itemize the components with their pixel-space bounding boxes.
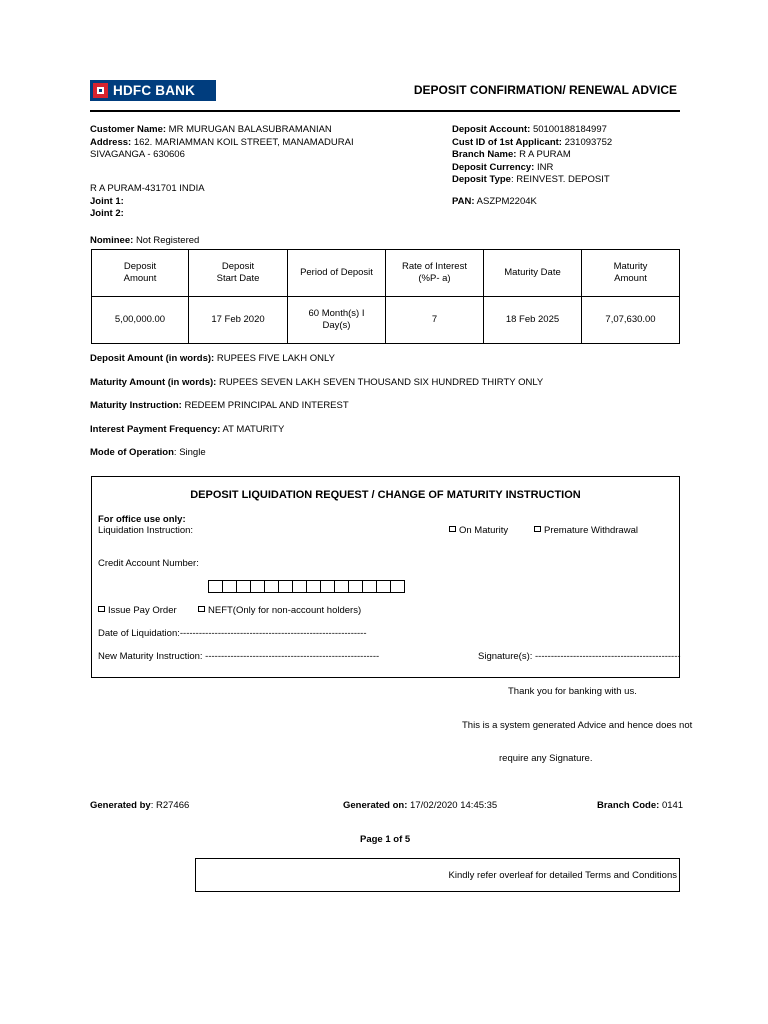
- address-line2: SIVAGANGA - 630606: [90, 149, 185, 160]
- table-header-cell: [189, 250, 288, 297]
- liquidation-title: DEPOSIT LIQUIDATION REQUEST / CHANGE OF MATURITY INSTRUCTION: [190, 489, 581, 501]
- amount-words-value: RUPEES FIVE LAKH ONLY: [216, 353, 335, 364]
- cust-id-line: [452, 137, 612, 150]
- on-maturity-label: On Maturity: [459, 525, 509, 536]
- checkbox-icon[interactable]: [198, 606, 205, 612]
- interest-frequency-line: [90, 424, 284, 437]
- customer-block: [90, 124, 354, 162]
- credit-account-number-field[interactable]: [208, 580, 404, 593]
- customer-name: MR MURUGAN BALASUBRAMANIAN: [168, 124, 332, 135]
- branch-code-line: [597, 800, 683, 813]
- mode-of-operation-line: [90, 447, 206, 460]
- branch-code-value: 0141: [661, 800, 684, 811]
- maturity-instruction-line: [90, 400, 349, 413]
- issue-pay-order-option[interactable]: [98, 605, 177, 618]
- table-header-text: Start Date: [216, 273, 260, 284]
- system-generated-text-2: require any Signature.: [499, 753, 593, 764]
- pan-label: PAN:: [452, 196, 475, 207]
- office-use-label: For office use only:: [98, 514, 186, 525]
- table-header-text: Period of Deposit: [300, 266, 373, 278]
- mode-value: : Single: [173, 447, 206, 458]
- maturity-words-value: RUPEES SEVEN LAKH SEVEN THOUSAND SIX HUNDRED THIRTY ONLY: [218, 377, 544, 388]
- digit-box[interactable]: [208, 580, 223, 593]
- table-value-text: 5,00,000.00: [114, 313, 166, 325]
- digit-box[interactable]: [278, 580, 293, 593]
- digit-box[interactable]: [292, 580, 307, 593]
- customer-name-line: [90, 124, 354, 137]
- address-label: Address:: [90, 136, 132, 148]
- premature-withdrawal-label: Premature Withdrawal: [544, 525, 638, 536]
- table-value-text: 17 Feb 2020: [211, 313, 265, 325]
- table-header-text: (%P- a): [418, 273, 451, 284]
- hdfc-bank-logo: [90, 80, 216, 101]
- deposit-account-label: Deposit Account:: [452, 124, 531, 135]
- table-header-text: Deposit: [123, 260, 157, 272]
- branch-name-line: [452, 149, 612, 162]
- branch-code-label: Branch Code:: [597, 800, 660, 811]
- digit-box[interactable]: [264, 580, 279, 593]
- amount-words-label: Deposit Amount (in words):: [90, 353, 215, 364]
- digit-box[interactable]: [362, 580, 377, 593]
- table-value-cell: [189, 297, 288, 344]
- table-value-text: 18 Feb 2025: [505, 313, 560, 325]
- table-value-cell: [386, 297, 484, 344]
- digit-box[interactable]: [376, 580, 391, 593]
- table-value-cell: [484, 297, 582, 344]
- table-header-text: Maturity: [613, 260, 648, 272]
- digit-box[interactable]: [222, 580, 237, 593]
- hdfc-logo-icon: [93, 83, 108, 98]
- address-line3: R A PURAM-431701 INDIA: [90, 183, 205, 194]
- pan-line: [452, 196, 537, 209]
- table-header-text: Amount: [123, 273, 157, 284]
- customer-block-2: [90, 183, 205, 221]
- digit-box[interactable]: [306, 580, 321, 593]
- table-value-cell: [288, 297, 386, 344]
- neft-label: NEFT(Only for non-account holders): [208, 605, 362, 616]
- table-value-text: 60 Month(s) I: [308, 307, 365, 319]
- deposit-table: [91, 249, 680, 344]
- generated-on-line: [343, 800, 497, 813]
- table-value-text: 7,07,630.00: [605, 313, 656, 325]
- terms-box: [195, 858, 680, 892]
- table-header-text: Maturity Date: [504, 266, 561, 278]
- credit-account-label: Credit Account Number:: [98, 558, 199, 569]
- table-header-cell: [92, 250, 189, 297]
- issue-pay-order-label: Issue Pay Order: [108, 605, 177, 616]
- deposit-type-label: Deposit Type: [452, 174, 511, 185]
- joint2-label: Joint 2:: [90, 208, 124, 219]
- document-title: DEPOSIT CONFIRMATION/ RENEWAL ADVICE: [413, 83, 677, 97]
- deposit-type-line: [452, 174, 612, 187]
- digit-box[interactable]: [250, 580, 265, 593]
- maturity-words-label: Maturity Amount (in words):: [90, 377, 217, 388]
- table-row: [92, 297, 680, 344]
- nominee-label: Nominee:: [90, 235, 134, 246]
- currency-value: INR: [537, 161, 554, 173]
- mode-label: Mode of Operation: [90, 447, 174, 458]
- table-value-cell: [582, 297, 680, 344]
- logo-text: HDFC BANK: [113, 83, 196, 98]
- joint1-label: Joint 1:: [90, 195, 124, 207]
- generated-by-value: : R27466: [150, 800, 190, 811]
- table-header-cell: [484, 250, 582, 297]
- thank-you-text: Thank you for banking with us.: [508, 686, 637, 697]
- generated-by-line: [90, 800, 189, 813]
- interest-frequency-label: Interest Payment Frequency:: [90, 424, 221, 435]
- header-rule: [90, 110, 680, 112]
- table-header-cell: [582, 250, 680, 297]
- branch-name-value: R A PURAM: [519, 149, 571, 160]
- pan-value: ASZPM2204K: [476, 196, 537, 207]
- terms-text: Kindly refer overleaf for detailed Terms and Conditions: [448, 870, 677, 881]
- table-value-text: 7: [431, 313, 438, 325]
- digit-box[interactable]: [348, 580, 363, 593]
- currency-label: Deposit Currency:: [452, 161, 535, 173]
- interest-frequency-value: AT MATURITY: [222, 424, 285, 435]
- digit-box[interactable]: [390, 580, 405, 593]
- digit-box[interactable]: [334, 580, 349, 593]
- checkbox-icon[interactable]: [534, 526, 541, 532]
- table-header-text: Rate of Interest: [402, 260, 467, 272]
- address-line: [90, 137, 354, 150]
- digit-box[interactable]: [320, 580, 335, 593]
- digit-box[interactable]: [236, 580, 251, 593]
- signature-line: Signature(s): ----------------------------------------------: [478, 651, 681, 662]
- currency-line: [452, 162, 612, 175]
- branch-name-label: Branch Name:: [452, 149, 517, 160]
- generated-by-label: Generated by: [90, 800, 151, 811]
- table-header-cell: [386, 250, 484, 297]
- amount-words-line: [90, 353, 335, 366]
- deposit-account-value: 50100188184997: [532, 124, 607, 135]
- generated-on-label: Generated on:: [343, 800, 408, 811]
- date-of-liquidation-line: Date of Liquidation:-----------------------------------------------------------: [98, 628, 367, 639]
- table-header-text: Amount: [614, 273, 647, 284]
- table-value-cell: [92, 297, 189, 344]
- liquidation-instruction-label: Liquidation Instruction:: [98, 525, 194, 536]
- nominee-line: [90, 235, 199, 248]
- table-header-text: Deposit: [221, 260, 255, 272]
- nominee-value: Not Registered: [135, 235, 200, 246]
- on-maturity-option[interactable]: [449, 525, 508, 538]
- cust-id-value: 231093752: [564, 136, 613, 148]
- address-line1: 162. MARIAMMAN KOIL STREET, MANAMADURAI: [133, 136, 354, 148]
- table-header-cell: [288, 250, 386, 297]
- customer-name-label: Customer Name:: [90, 124, 167, 135]
- neft-option[interactable]: [198, 605, 361, 618]
- deposit-type-value: : REINVEST. DEPOSIT: [510, 174, 610, 185]
- new-maturity-instruction-line: New Maturity Instruction: -------------------------------------------------------: [98, 651, 380, 662]
- maturity-words-line: [90, 377, 543, 390]
- checkbox-icon[interactable]: [98, 606, 105, 612]
- maturity-instruction-label: Maturity Instruction:: [90, 400, 182, 411]
- liquidation-request-box: [91, 476, 680, 678]
- system-generated-text-1: This is a system generated Advice and hence does not: [462, 720, 693, 731]
- premature-withdrawal-option[interactable]: [534, 525, 638, 538]
- table-value-text: Day(s): [322, 320, 351, 331]
- page-number: Page 1 of 5: [360, 834, 411, 845]
- maturity-instruction-value: REDEEM PRINCIPAL AND INTEREST: [184, 400, 349, 411]
- checkbox-icon[interactable]: [449, 526, 456, 532]
- account-block: [452, 124, 612, 187]
- generated-on-value: 17/02/2020 14:45:35: [410, 800, 498, 811]
- cust-id-label: Cust ID of 1st Applicant:: [452, 136, 562, 148]
- deposit-account-line: [452, 124, 612, 137]
- table-header-row: [92, 250, 680, 297]
